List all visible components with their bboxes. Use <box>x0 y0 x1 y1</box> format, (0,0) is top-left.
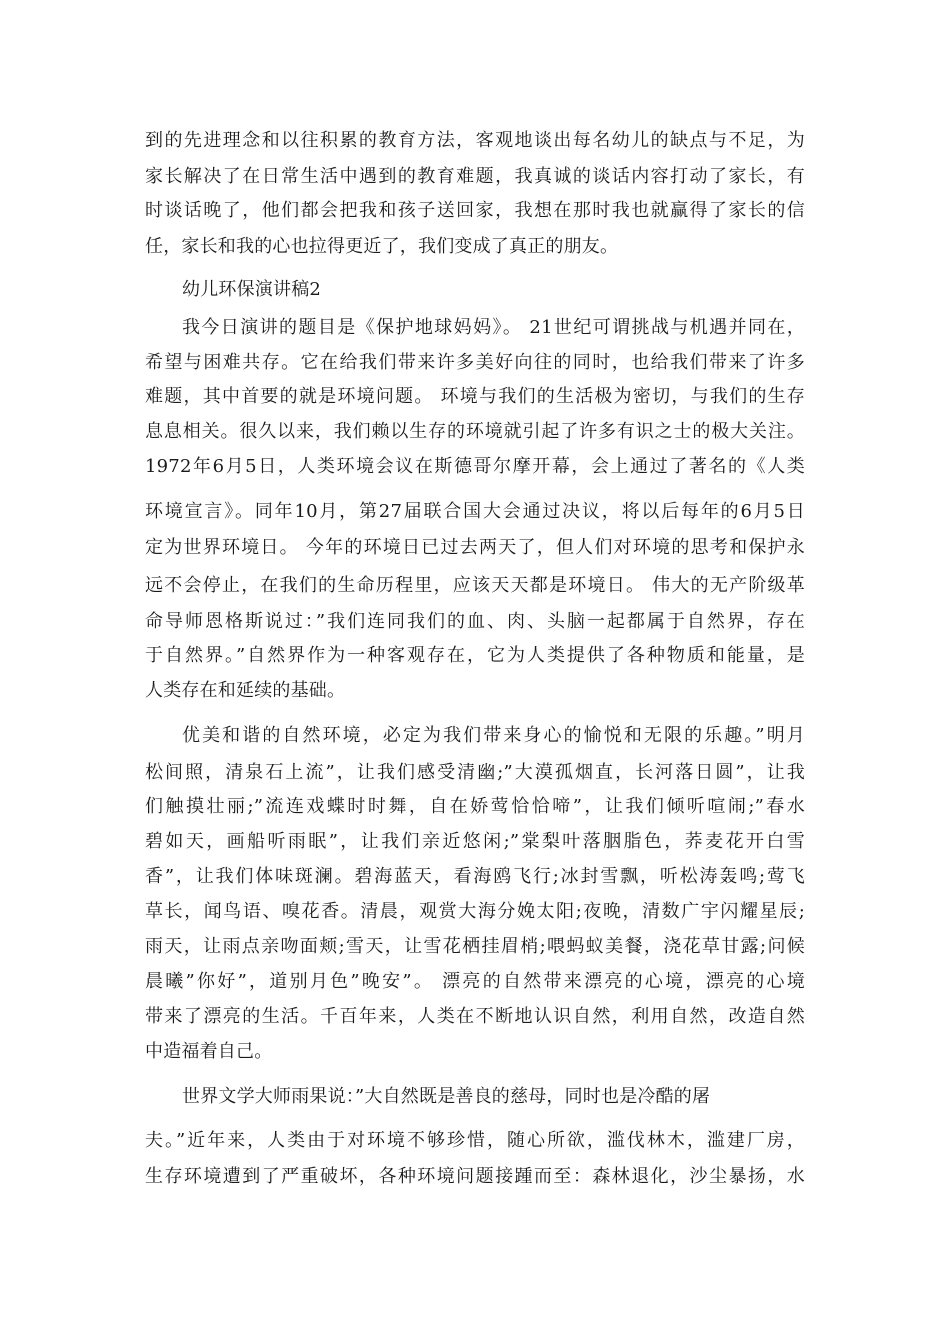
text-line: 生存环境遭到了严重破坏，各种环境问题接踵而至：森林退化，沙尘暴扬，水 <box>145 1166 805 1187</box>
text-line: 家长解决了在日常生活中遇到的教育难题，我真诚的谈话内容打动了家长，有 <box>145 166 805 187</box>
text-line: 希望与困难共存。它在给我们带来许多美好向往的同时，也给我们带来了许多 <box>145 352 805 373</box>
text-line: 们触摸壮丽;”流连戏蝶时时舞，自在娇莺恰恰啼”，让我们倾听喧闹;”春水 <box>145 796 805 817</box>
text-line: 到的先进理念和以往积累的教育方法，客观地谈出每名幼儿的缺点与不足，为 <box>145 130 805 151</box>
text-line: 优美和谐的自然环境，必定为我们带来身心的愉悦和无限的乐趣。”明月 <box>182 725 805 746</box>
text-line: 中造福着自己。 <box>145 1041 273 1062</box>
text-line: 远不会停止，在我们的生命历程里，应该天天都是环境日。 伟大的无产阶级革 <box>145 575 805 596</box>
text-line: 息息相关。很久以来，我们赖以生存的环境就引起了许多有识之士的极大关注。 <box>145 421 805 442</box>
text-line: 幼儿环保演讲稿2 <box>182 279 322 300</box>
text-line: 环境宣言》。同年10月，第27届联合国大会通过决议，将以后每年的6月5日 <box>145 501 805 522</box>
text-line: 带来了漂亮的生活。千百年来，人类在不断地认识自然，利用自然，改造自然 <box>145 1006 805 1027</box>
text-line: 碧如天，画船听雨眠”，让我们亲近悠闲;”棠梨叶落胭脂色，荞麦花开白雪 <box>145 831 805 852</box>
text-line: 雨天，让雨点亲吻面颊;雪天，让雪花栖挂眉梢;喂蚂蚁美餐，浇花草甘露;问候 <box>145 936 805 957</box>
text-line: 定为世界环境日。 今年的环境日已过去两天了，但人们对环境的思考和保护永 <box>145 537 805 558</box>
text-line: 世界文学大师雨果说：”大自然既是善良的慈母，同时也是冷酷的屠 <box>182 1086 711 1107</box>
text-line: 我今日演讲的题目是《保护地球妈妈》。 21世纪可谓挑战与机遇并同在， <box>182 317 805 338</box>
text-line: 命导师恩格斯说过：”我们连同我们的血、肉、头脑一起都属于自然界，存在 <box>145 611 805 632</box>
text-line: 难题，其中首要的就是环境问题。 环境与我们的生活极为密切，与我们的生存 <box>145 386 805 407</box>
text-line: 晨曦”你好”，道别月色”晚安”。 漂亮的自然带来漂亮的心境，漂亮的心境 <box>145 971 805 992</box>
text-line: 草长，闻鸟语、嗅花香。清晨，观赏大海分娩太阳;夜晚，清数广宇闪耀星辰; <box>145 901 805 922</box>
text-line: 香”，让我们体味斑澜。碧海蓝天，看海鸥飞行;冰封雪飘，听松涛轰鸣;莺飞 <box>145 866 805 887</box>
text-line: 于自然界。”自然界作为一种客观存在，它为人类提供了各种物质和能量，是 <box>145 645 805 666</box>
text-line: 1972年6月5日，人类环境会议在斯德哥尔摩开幕，会上通过了著名的《人类 <box>145 456 805 477</box>
text-line: 松间照，清泉石上流”，让我们感受清幽;”大漠孤烟直，长河落日圆”，让我 <box>145 762 805 783</box>
text-line: 时谈话晚了，他们都会把我和孩子送回家，我想在那时我也就赢得了家长的信 <box>145 200 805 221</box>
text-line: 任，家长和我的心也拉得更近了，我们变成了真正的朋友。 <box>145 236 619 257</box>
text-line: 人类存在和延续的基础。 <box>145 680 346 701</box>
text-line: 夫。”近年来，人类由于对环境不够珍惜，随心所欲，滥伐林木，滥建厂房， <box>145 1130 805 1151</box>
